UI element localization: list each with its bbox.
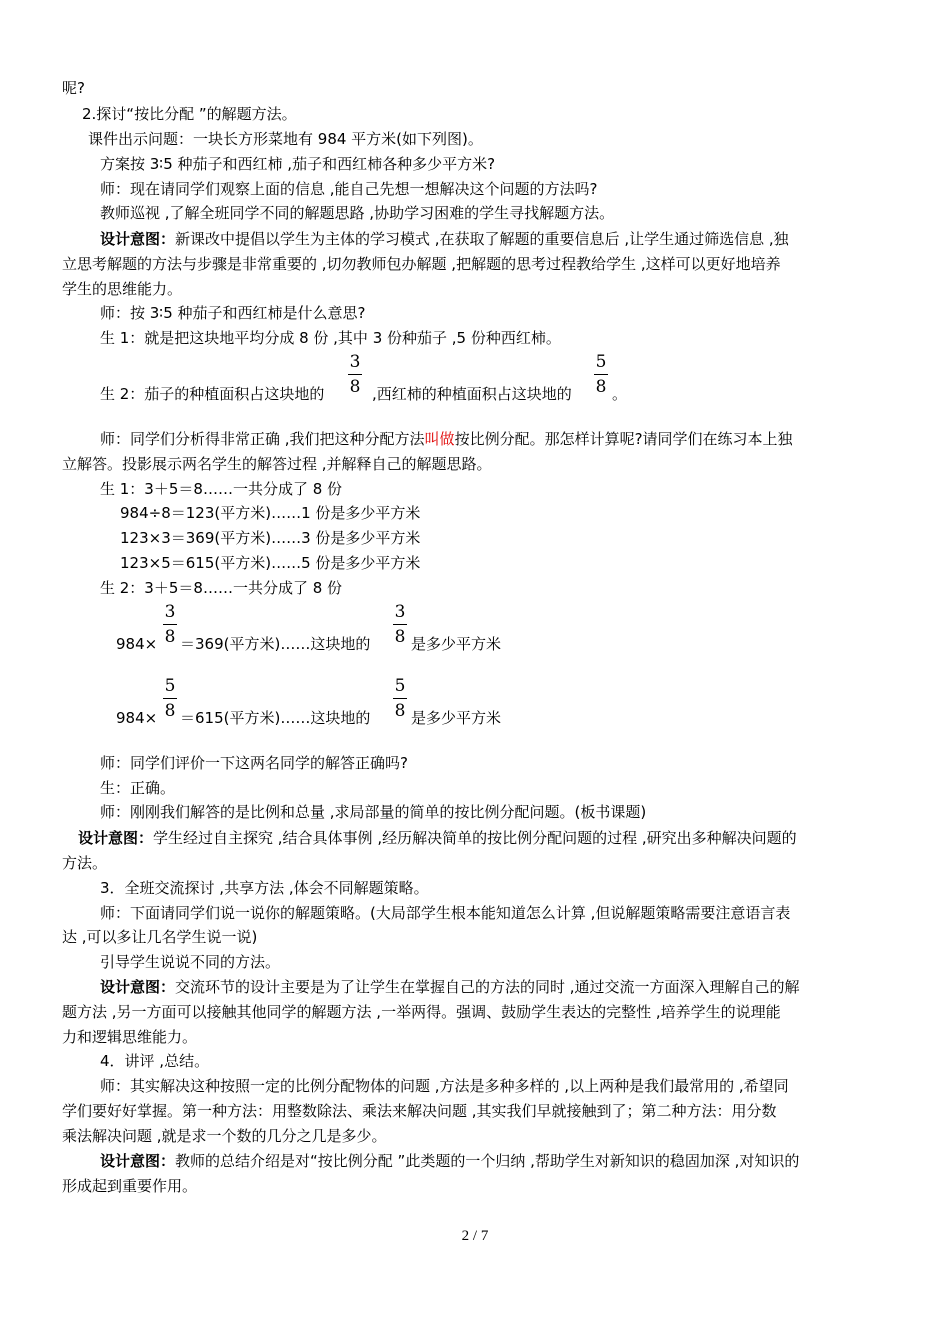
text-line: 师：现在请同学们观察上面的信息 ,能自己先想一想解决这个问题的方法吗? — [100, 180, 598, 198]
fraction-numerator: 5 — [164, 676, 176, 696]
text-line: 生 2：茄子的种植面积占这块地的 — [100, 385, 325, 403]
fraction-denominator: 8 — [164, 701, 176, 721]
paragraph-text: 新课改中提倡以学生为主体的学习模式 ,在获取了解题的重要信息后 ,让学生通过筛选信息 ,独 — [175, 230, 789, 248]
fraction-denominator: 8 — [349, 377, 361, 397]
page-number: 2 / 7 — [461, 1228, 489, 1244]
text-line: 立思考解题的方法与步骤是非常重要的 ,切勿教师包办解题 ,把解题的思考过程教给学生 ,这样可以更好地培养 — [62, 255, 781, 273]
text-line: 课件出示问题：一块长方形菜地有 984 平方米(如下列图)。 — [88, 130, 483, 148]
text-line: 生 1：就是把这块地平均分成 8 份 ,其中 3 份种茄子 ,5 份种西红柿。 — [100, 329, 561, 347]
design-intent-paragraph — [100, 1150, 799, 1172]
fraction-numerator: 5 — [394, 676, 406, 696]
calc-line: 123×3＝369(平方米)……3 份是多少平方米 — [120, 529, 421, 547]
fraction-denominator: 8 — [394, 627, 406, 647]
calc-line: 生 2：3＋5＝8……一共分成了 8 份 — [100, 579, 343, 597]
text-line: 师：按 3∶5 种茄子和西红柿是什么意思? — [100, 304, 366, 322]
design-intent-label: 设计意图： — [78, 829, 154, 847]
text-line: 形成起到重要作用。 — [62, 1177, 198, 1195]
text-line: 引导学生说说不同的方法。 — [100, 953, 281, 971]
paragraph-text: 交流环节的设计主要是为了让学生在掌握自己的方法的同时 ,通过交流一方面深入理解自己的解 — [175, 978, 800, 996]
design-intent-paragraph — [78, 827, 797, 849]
section-heading: 4．讲评 ,总结。 — [100, 1052, 210, 1070]
fraction-bar — [393, 624, 407, 625]
design-intent-label: 设计意图： — [100, 1152, 176, 1170]
design-intent-label: 设计意图： — [100, 978, 176, 996]
text-line: 师：其实解决这种按照一定的比例分配物体的问题 ,方法是多种多样的 ,以上两种是我们最常用的 ,希望同 — [100, 1077, 789, 1095]
fraction-numerator: 3 — [164, 602, 176, 622]
text-line: 。 — [612, 385, 628, 403]
section-heading: 2.探讨“按比分配 ”的解题方法。 — [82, 105, 297, 123]
calc-line: 984÷8＝123(平方米)……1 份是多少平方米 — [120, 504, 421, 522]
text-segment: 师：同学们分析得非常正确 ,我们把这种分配方法 — [100, 430, 425, 448]
fraction-denominator: 8 — [595, 377, 607, 397]
calc-line: ＝615(平方米)……这块地的 — [180, 709, 371, 727]
text-segment: 按比例分配。那怎样计算呢?请同学们在练习本上独 — [454, 430, 793, 448]
design-intent-paragraph — [100, 976, 800, 998]
text-line — [100, 428, 793, 450]
text-line: 学们要好好掌握。第一种方法：用整数除法、乘法来解决问题 ,其实我们早就接触到了；第二种方法：用分数 — [62, 1102, 777, 1120]
calc-line: 是多少平方米 — [411, 709, 502, 727]
calc-line: 123×5＝615(平方米)……5 份是多少平方米 — [120, 554, 421, 572]
text-line: 学生的思维能力。 — [62, 280, 183, 298]
calc-line: 984× — [116, 635, 158, 653]
fraction-bar — [393, 698, 407, 699]
calc-line: 是多少平方米 — [411, 635, 502, 653]
fraction-bar — [348, 374, 362, 375]
design-intent-paragraph — [100, 228, 789, 250]
fraction-numerator: 3 — [349, 352, 361, 372]
text-line: 生：正确。 — [100, 779, 176, 797]
paragraph-text: 教师的总结介绍是对“按比例分配 ”此类题的一个归纳 ,帮助学生对新知识的稳固加深 ,对知识的 — [175, 1152, 800, 1170]
text-line: 师：下面请同学们说一说你的解题策略。(大局部学生根本能知道怎么计算 ,但说解题策略需要注意语言表 — [100, 904, 791, 922]
text-line: 乘法解决问题 ,就是求一个数的几分之几是多少。 — [62, 1127, 387, 1145]
fraction-numerator: 3 — [394, 602, 406, 622]
text-line: 力和逻辑思维能力。 — [62, 1028, 198, 1046]
text-line: 师：同学们评价一下这两名同学的解答正确吗? — [100, 754, 408, 772]
text-line: 题方法 ,另一方面可以接触其他同学的解题方法 ,一举两得。强调、鼓励学生表达的完整性 ,培养学生的说理能 — [62, 1003, 781, 1021]
calc-line: 生 1：3＋5＝8……一共分成了 8 份 — [100, 480, 343, 498]
text-line: 立解答。投影展示两名学生的解答过程 ,并解释自己的解题思路。 — [62, 455, 492, 473]
calc-line: 984× — [116, 709, 158, 727]
text-line: 方法。 — [62, 854, 108, 872]
text-line: 呢? — [62, 79, 85, 97]
text-line: 师：刚刚我们解答的是比例和总量 ,求局部量的简单的按比例分配问题。(板书课题) — [100, 803, 647, 821]
fraction-denominator: 8 — [394, 701, 406, 721]
calc-line: ＝369(平方米)……这块地的 — [180, 635, 371, 653]
section-heading: 3．全班交流探讨 ,共享方法 ,体会不同解题策略。 — [100, 879, 429, 897]
design-intent-label: 设计意图： — [100, 230, 176, 248]
text-line: ,西红柿的种植面积占这块地的 — [372, 385, 572, 403]
fraction-numerator: 5 — [595, 352, 607, 372]
paragraph-text: 学生经过自主探究 ,结合具体事例 ,经历解决简单的按比例分配问题的过程 ,研究出多种解决问题的 — [153, 829, 797, 847]
fraction-bar — [163, 624, 177, 625]
text-line: 教师巡视 ,了解全班同学不同的解题思路 ,协助学习困难的学生寻找解题方法。 — [100, 204, 615, 222]
fraction-denominator: 8 — [164, 627, 176, 647]
fraction-bar — [163, 698, 177, 699]
fraction-bar — [594, 374, 608, 375]
text-line: 方案按 3∶5 种茄子和西红柿 ,茄子和西红柿各种多少平方米? — [100, 155, 496, 173]
highlighted-text: 叫做 — [424, 430, 455, 448]
text-line: 达 ,可以多让几名学生说一说) — [62, 928, 258, 946]
